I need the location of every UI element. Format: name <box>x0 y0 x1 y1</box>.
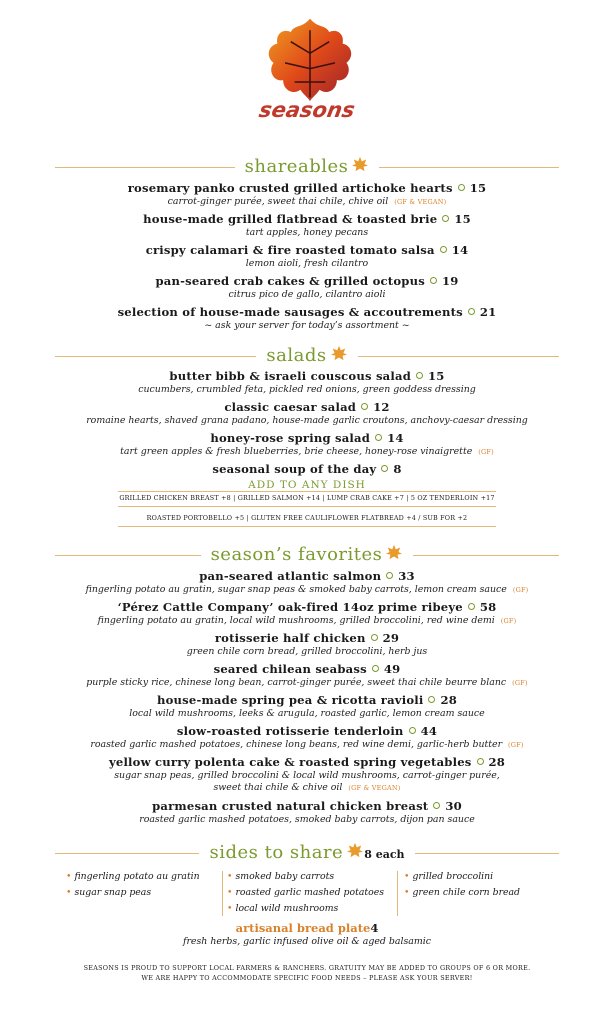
menu-item <box>0 181 614 207</box>
dot-separator-icon <box>361 403 368 410</box>
item-name: house-made spring pea & ricotta ravioli <box>156 693 424 707</box>
dietary-tag: (GF) <box>478 448 494 456</box>
dietary-tag: (GF) <box>512 679 528 687</box>
dot-separator-icon <box>381 465 388 472</box>
maple-leaf-icon <box>330 345 348 361</box>
section-header-sides <box>0 842 614 863</box>
item-name: pan-seared crab cakes & grilled octopus <box>155 274 425 288</box>
item-price: 49 <box>383 662 401 676</box>
item-price: 4 <box>370 921 379 935</box>
item-price: 12 <box>373 400 390 414</box>
menu-item <box>0 305 614 331</box>
sides-column <box>227 871 384 919</box>
section-title: shareables <box>244 156 349 177</box>
menu-item <box>0 243 614 269</box>
dot-separator-icon <box>442 215 449 222</box>
item-name: house-made grilled flatbread & toasted brie <box>143 212 438 226</box>
list-item: • local wild mushrooms <box>227 903 339 914</box>
brand-wordmark: seasons <box>257 98 357 122</box>
list-item: • green chile corn bread <box>404 887 521 898</box>
item-description: purple sticky rice, chinese long bean, carrot-ginger purée, sweet thai chile beurre blanc <box>86 677 507 688</box>
item-description: sugar snap peas, grilled broccolini & local wild mushrooms, carrot-ginger purée, <box>114 770 500 781</box>
item-price: 30 <box>445 799 462 813</box>
menu-item <box>0 631 614 657</box>
section-title: sides to share <box>209 842 344 863</box>
dot-separator-icon <box>458 184 465 191</box>
dietary-tag: (GF) <box>512 586 529 594</box>
dot-separator-icon <box>430 277 437 284</box>
menu-item <box>0 569 614 595</box>
dot-separator-icon <box>409 727 416 734</box>
dot-separator-icon <box>468 603 475 610</box>
item-description: fingerling potato au gratin, local wild mushrooms, grilled broccolini, red wine demi <box>97 615 495 626</box>
list-item: • roasted garlic mashed potatoes <box>227 887 384 898</box>
item-price: 58 <box>479 600 497 614</box>
item-description: green chile corn bread, grilled broccolini, herb jus <box>186 646 428 657</box>
item-price: 14 <box>451 243 469 257</box>
dot-separator-icon <box>477 758 484 765</box>
item-price: 33 <box>398 569 415 583</box>
section-header-shareables <box>0 156 614 177</box>
dot-separator-icon <box>372 665 379 672</box>
menu-item <box>0 662 614 688</box>
add-on-list-bottom <box>0 514 614 522</box>
item-description: fresh herbs, garlic infused olive oil & aged balsamic <box>182 936 431 947</box>
item-name: ‘Pérez Cattle Company’ oak-fired 14oz prime ribeye <box>117 600 463 614</box>
dot-separator-icon <box>440 246 447 253</box>
menu-footer <box>0 963 614 983</box>
dietary-tag: (GF) <box>508 741 524 749</box>
item-name: yellow curry polenta cake & roasted spring vegetables <box>108 755 472 769</box>
item-name: classic caesar salad <box>224 400 357 414</box>
item-description: lemon aioli, fresh cilantro <box>245 258 369 269</box>
item-name: rotisserie half chicken <box>214 631 366 645</box>
item-name: seared chilean seabass <box>213 662 367 676</box>
dot-separator-icon <box>375 434 382 441</box>
bread-plate-item <box>0 921 614 947</box>
dot-separator-icon <box>428 696 435 703</box>
item-description: fingerling potato au gratin, sugar snap peas & smoked baby carrots, lemon cream sauce <box>85 584 507 595</box>
item-price: 28 <box>488 755 506 769</box>
item-description: roasted garlic mashed potatoes, smoked baby carrots, dijon pan sauce <box>139 814 475 825</box>
menu-item <box>0 600 614 626</box>
list-item: • sugar snap peas <box>66 887 152 898</box>
item-name: crispy calamari & fire roasted tomato salsa <box>145 243 435 257</box>
item-description: carrot-ginger purée, sweet thai chile, chive oil <box>167 196 389 207</box>
dietary-tag: (GF & VEGAN) <box>348 784 401 792</box>
item-price: 44 <box>420 724 438 738</box>
dot-separator-icon <box>416 372 423 379</box>
item-price: 29 <box>382 631 400 645</box>
add-on-list-top <box>0 494 614 502</box>
item-name: butter bibb & israeli couscous salad <box>169 369 412 383</box>
item-description: roasted garlic mashed potatoes, chinese long beans, red wine demi, garlic-herb butter <box>90 739 503 750</box>
sides-column <box>404 871 520 903</box>
menu-item <box>0 755 614 793</box>
item-price: 28 <box>440 693 458 707</box>
sides-column <box>66 871 200 903</box>
section-header-salads <box>0 345 614 366</box>
item-description: ~ ask your server for today’s assortment ~ <box>204 320 410 331</box>
section-header-favorites <box>0 544 614 565</box>
item-price: 15 <box>428 369 445 383</box>
dot-separator-icon <box>386 572 393 579</box>
item-price: 15 <box>454 212 471 226</box>
dietary-tag: (GF & VEGAN) <box>394 198 447 206</box>
item-price: 8 <box>393 462 402 476</box>
dot-separator-icon <box>468 308 475 315</box>
footer-line: WE ARE HAPPY TO ACCOMMODATE SPECIFIC FOOD NEEDS – PLEASE ASK YOUR SERVER! <box>141 974 473 982</box>
item-description: romaine hearts, shaved grana padano, house-made garlic croutons, anchovy-caesar dressing <box>86 415 528 426</box>
maple-leaf-icon <box>385 544 403 560</box>
add-on-title: ADD TO ANY DISH <box>248 479 366 491</box>
list-item: • smoked baby carrots <box>227 871 335 882</box>
dietary-tag: (GF) <box>500 617 517 625</box>
add-on-line: GRILLED CHICKEN BREAST +8 | GRILLED SALMON +14 | LUMP CRAB CAKE +7 | 5 OZ TENDERLOIN +17 <box>119 494 495 502</box>
item-name: pan-seared atlantic salmon <box>199 569 382 583</box>
item-price: 14 <box>387 431 404 445</box>
item-name: honey-rose spring salad <box>210 431 371 445</box>
item-price: 21 <box>479 305 497 319</box>
item-name: artisanal bread plate <box>235 921 371 935</box>
item-price: 15 <box>469 181 487 195</box>
menu-item <box>0 431 614 457</box>
menu-item <box>0 799 614 825</box>
item-description-cont: sweet thai chile & chive oil <box>213 782 343 793</box>
menu-item <box>0 462 614 476</box>
item-name: selection of house-made sausages & accoutrements <box>117 305 463 319</box>
item-description: citrus pico de gallo, cilantro aioli <box>228 289 386 300</box>
list-item: • fingerling potato au gratin <box>66 871 200 882</box>
section-title: salads <box>266 345 327 366</box>
add-on-line: ROASTED PORTOBELLO +5 | GLUTEN FREE CAULIFLOWER FLATBREAD +4 / SUB FOR +2 <box>146 514 468 522</box>
section-title: season’s favorites <box>210 544 383 565</box>
restaurant-logo <box>0 14 614 129</box>
item-name: slow-roasted rotisserie tenderloin <box>176 724 404 738</box>
leaf-logo-icon <box>262 14 358 104</box>
maple-leaf-icon <box>351 156 369 172</box>
item-name: seasonal soup of the day <box>212 462 377 476</box>
menu-item <box>0 693 614 719</box>
maple-leaf-icon <box>346 842 364 858</box>
item-price: 19 <box>441 274 459 288</box>
sides-list <box>0 871 614 917</box>
menu-item <box>0 724 614 750</box>
menu-item <box>0 274 614 300</box>
dot-separator-icon <box>433 802 440 809</box>
menu-item <box>0 369 614 395</box>
menu-item <box>0 400 614 426</box>
menu-item <box>0 212 614 238</box>
dot-separator-icon <box>371 634 378 641</box>
item-description: tart green apples & fresh blueberries, brie cheese, honey-rose vinaigrette <box>120 446 473 457</box>
item-description: local wild mushrooms, leeks & arugula, roasted garlic, lemon cream sauce <box>129 708 485 719</box>
footer-line: SEASONS IS PROUD TO SUPPORT LOCAL FARMERS & RANCHERS. GRATUITY MAY BE ADDED TO GROUPS OF 6 OR MORE. <box>83 964 531 972</box>
item-description: cucumbers, crumbled feta, pickled red onions, green goddess dressing <box>138 384 476 395</box>
sides-price: 8 each <box>364 848 405 861</box>
list-item: • grilled broccolini <box>404 871 494 882</box>
item-description: tart apples, honey pecans <box>245 227 369 238</box>
item-name: parmesan crusted natural chicken breast <box>152 799 429 813</box>
item-name: rosemary panko crusted grilled artichoke hearts <box>127 181 453 195</box>
